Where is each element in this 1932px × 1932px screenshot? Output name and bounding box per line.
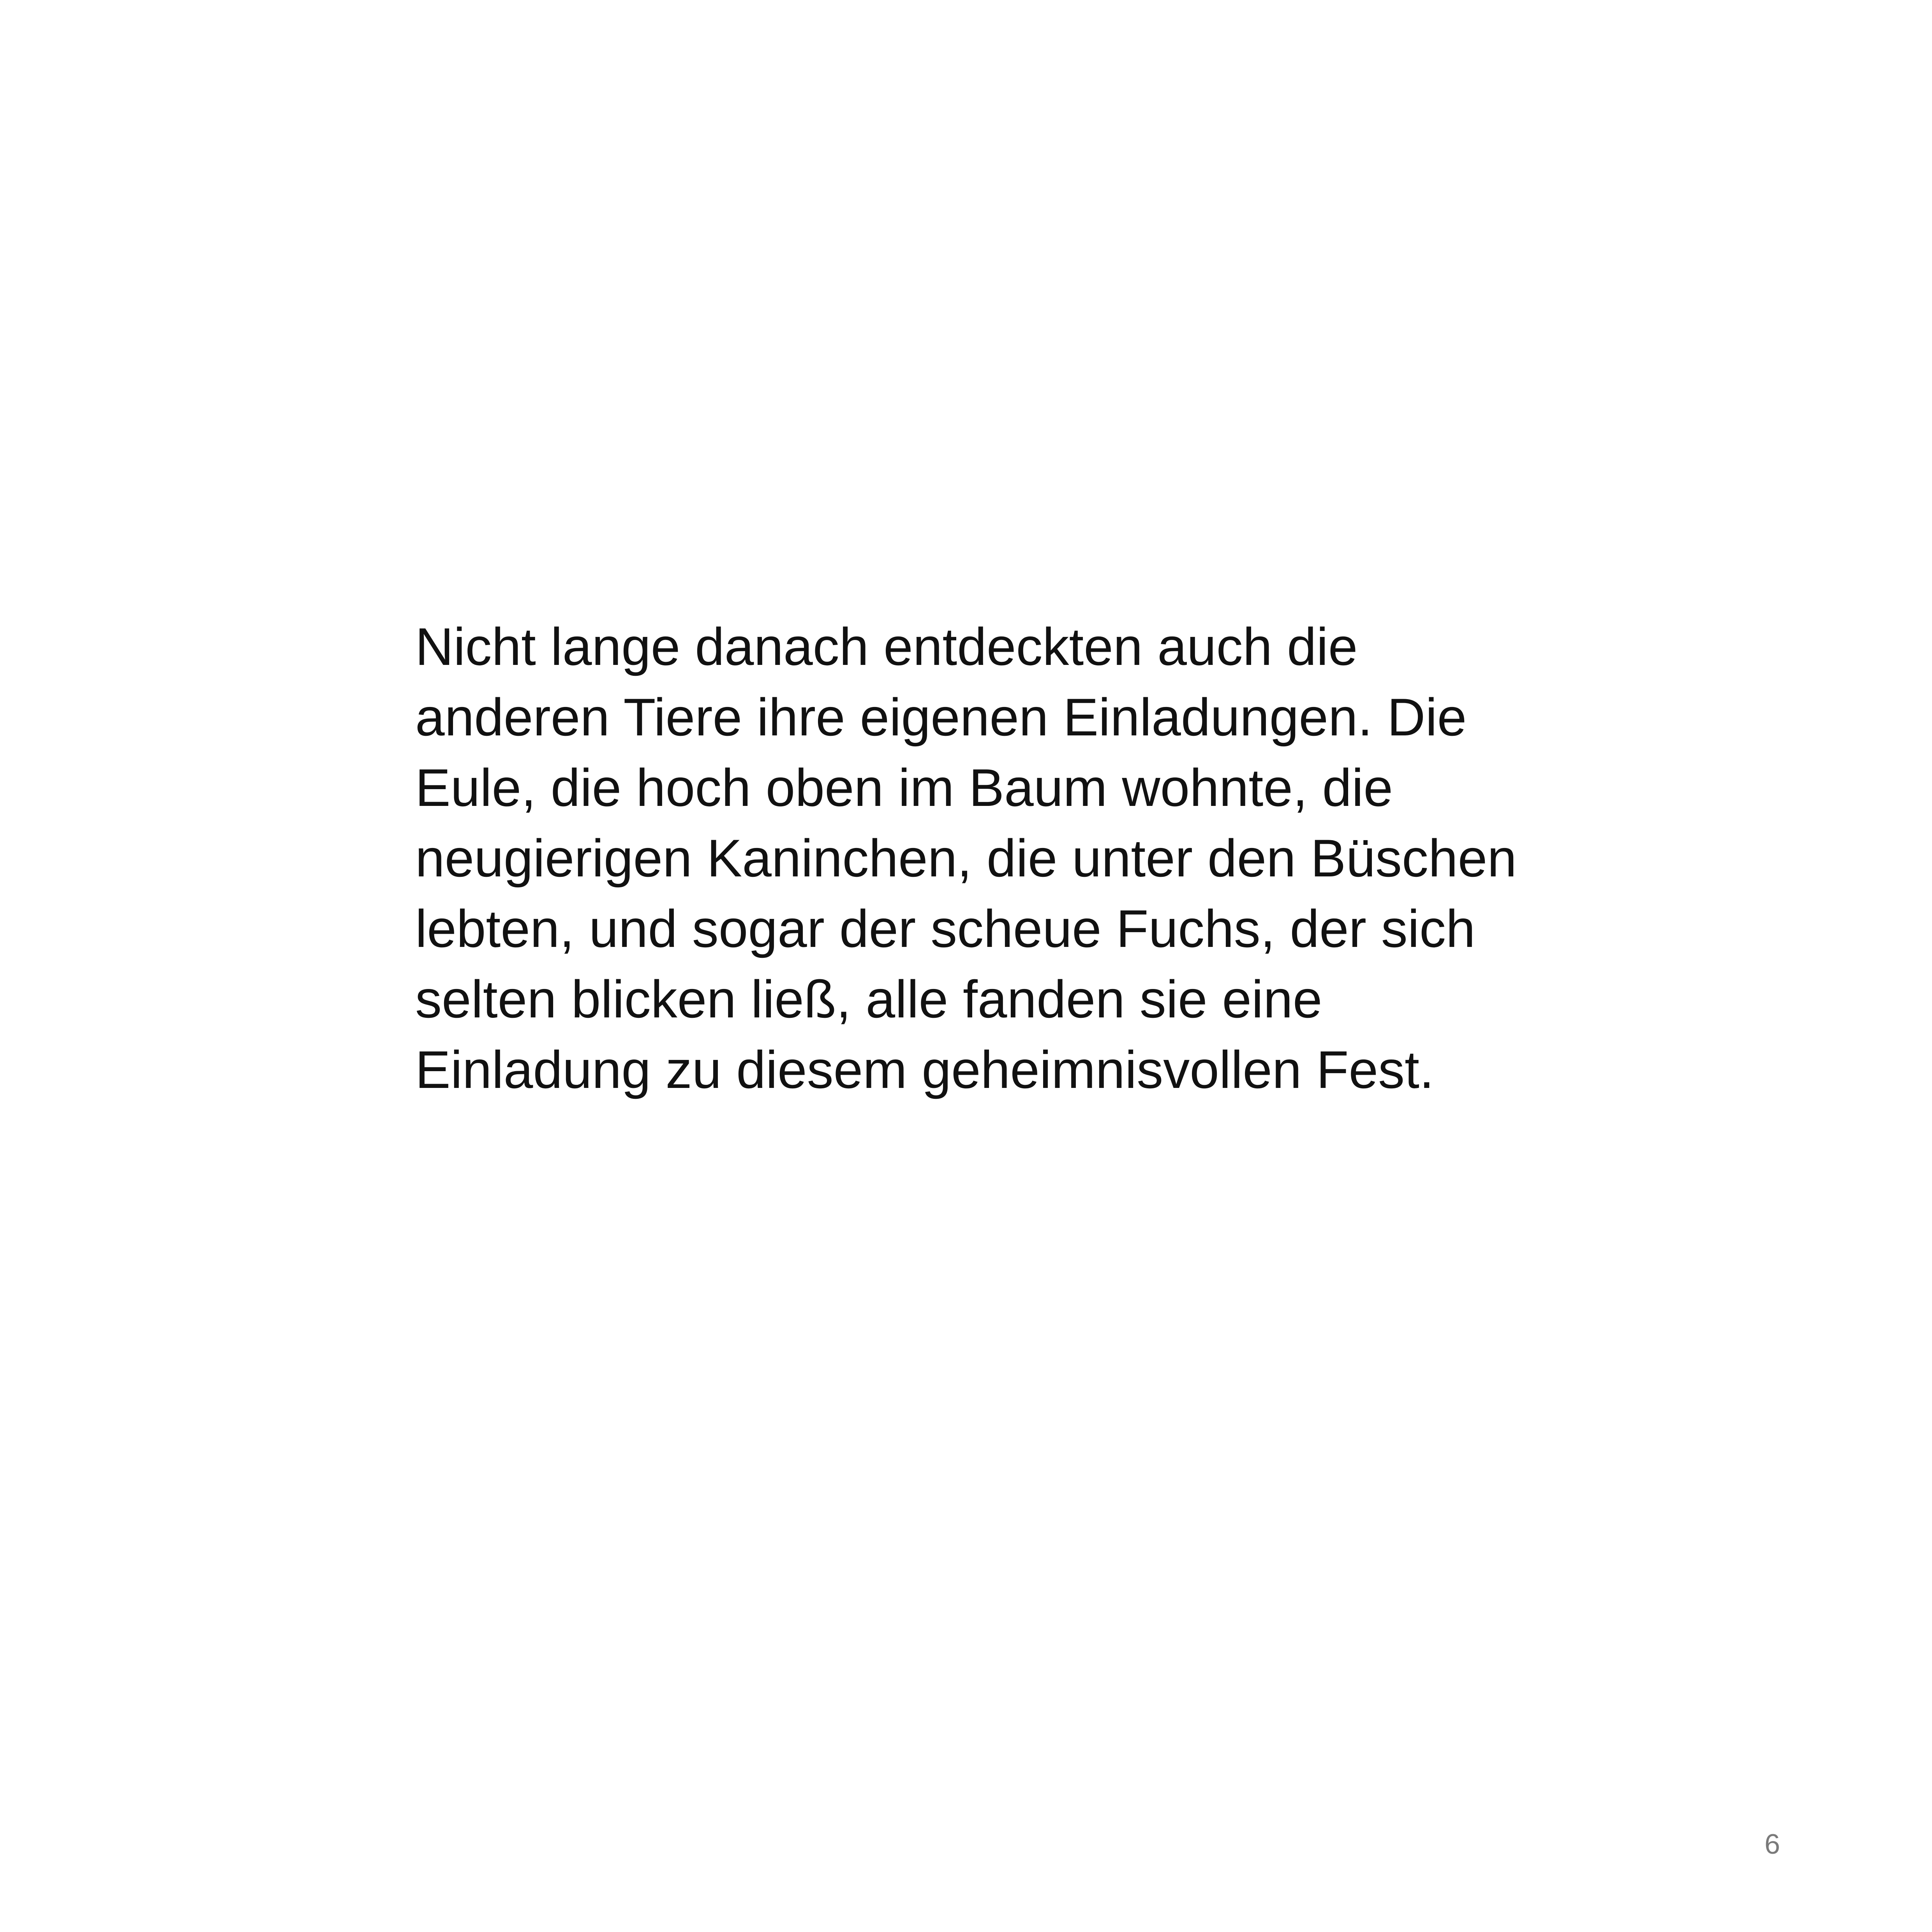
paragraph-line: selten blicken ließ, alle fanden sie eine: [415, 970, 1322, 1029]
paragraph-line: anderen Tiere ihre eigenen Einladungen. Die: [415, 687, 1467, 747]
paragraph-line: lebten, und sogar der scheue Fuchs, der sich: [415, 899, 1475, 958]
story-paragraph: [415, 612, 1623, 1105]
paragraph-line: Nicht lange danach entdeckten auch die: [415, 617, 1358, 676]
paragraph-line: Eule, die hoch oben im Baum wohnte, die: [415, 758, 1393, 817]
paragraph-line: Einladung zu diesem geheimnisvollen Fest.: [415, 1040, 1434, 1099]
page-number: 6: [1764, 1829, 1780, 1860]
paragraph-line: neugierigen Kaninchen, die unter den Büschen: [415, 829, 1517, 888]
